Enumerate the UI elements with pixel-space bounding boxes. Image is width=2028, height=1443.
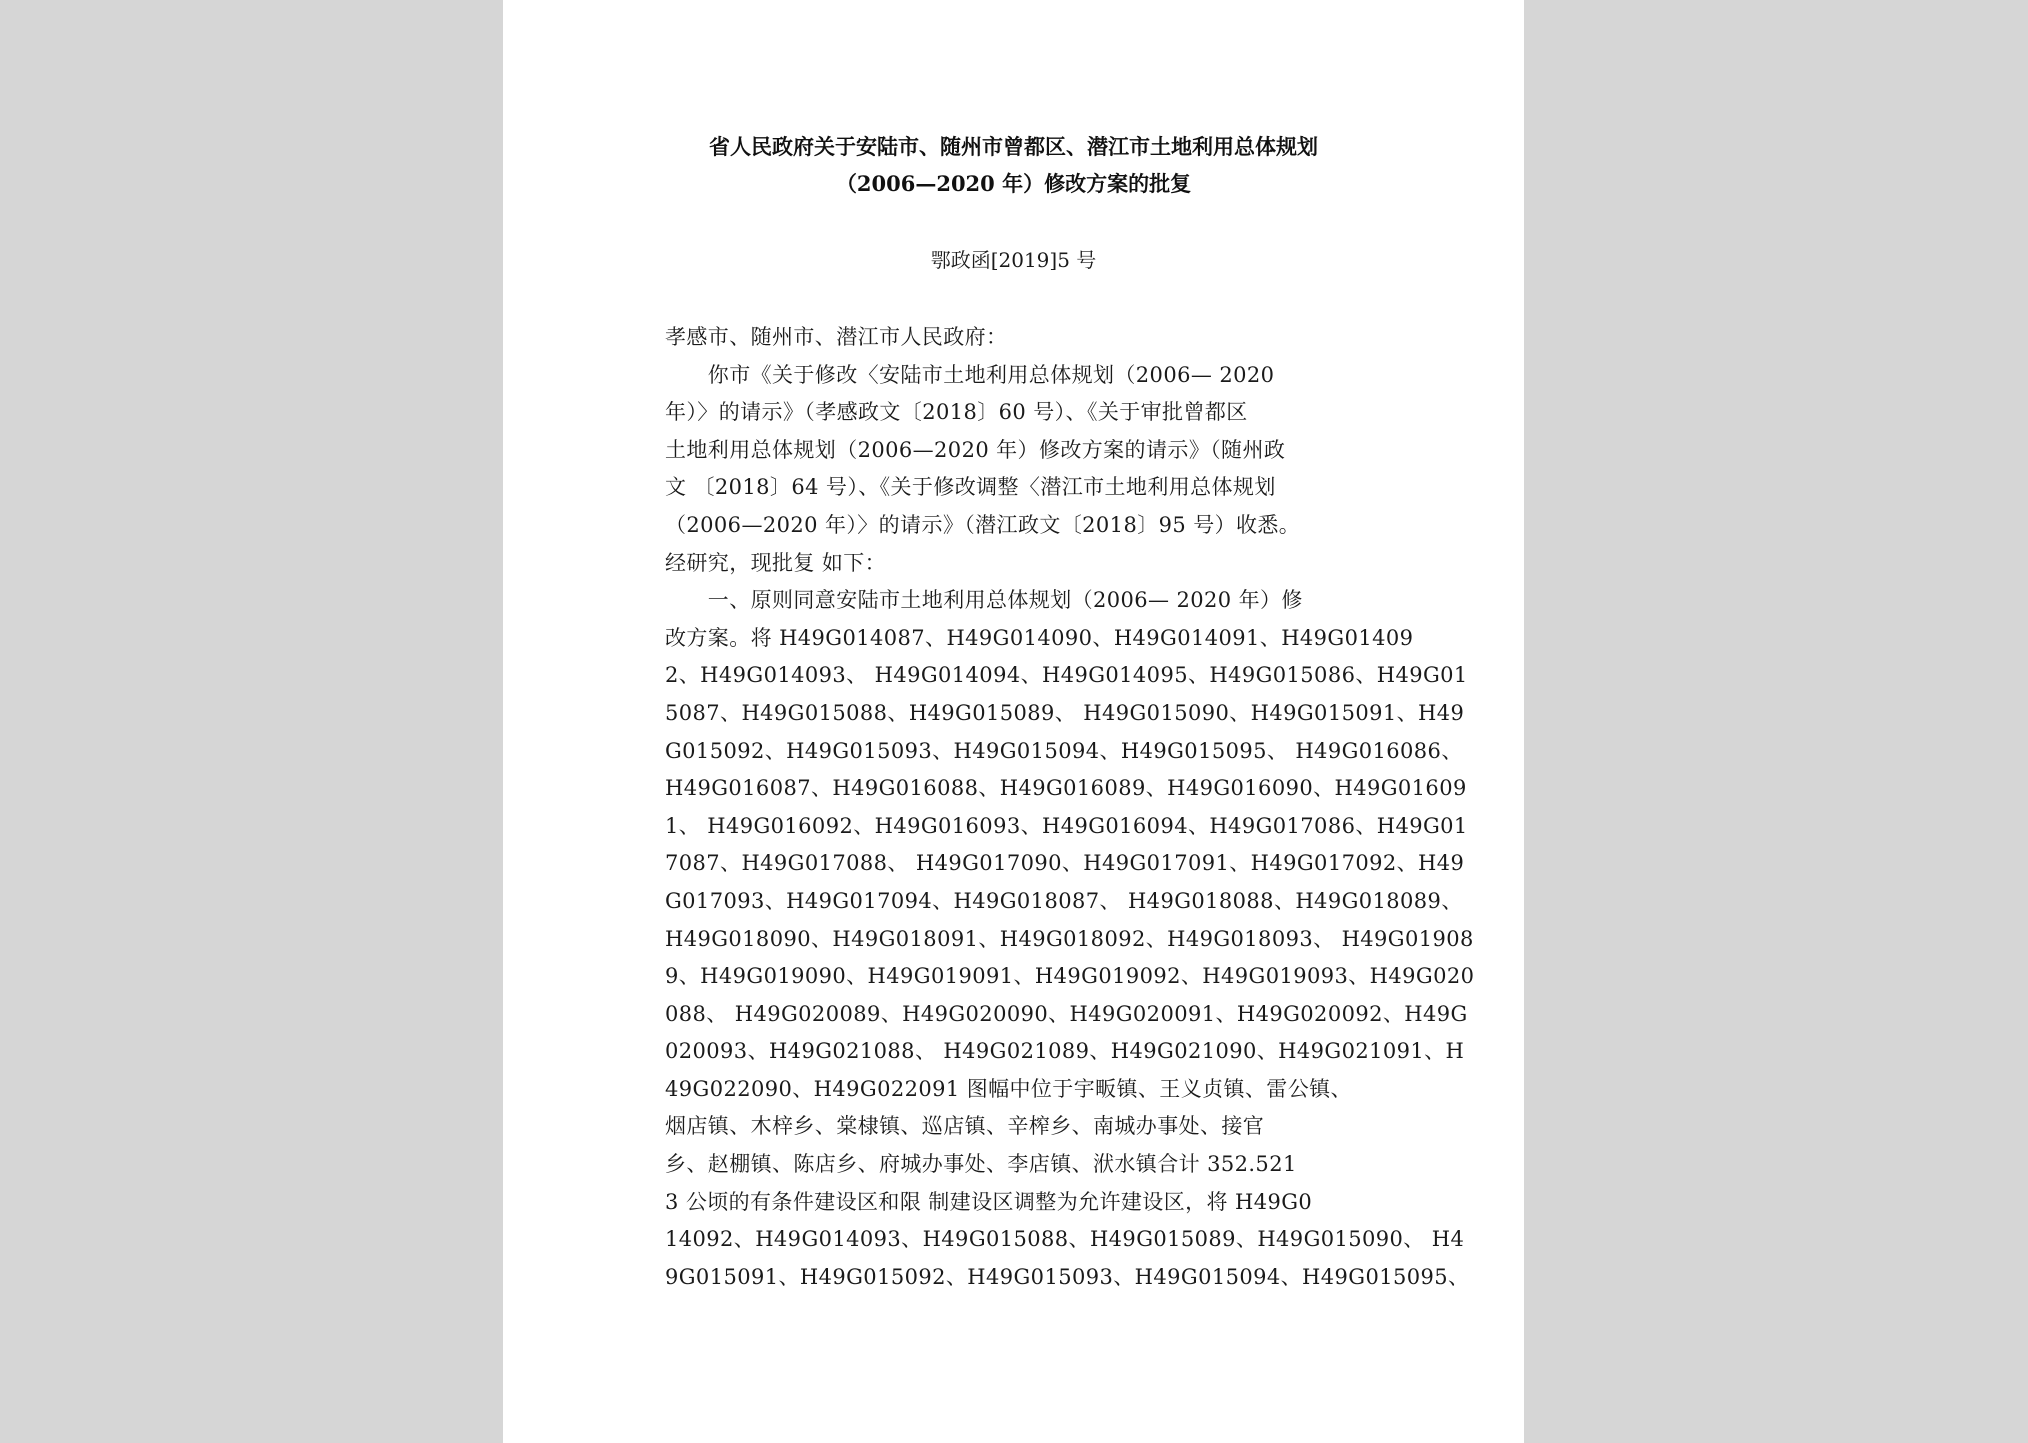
body-line: 088、 H49G020089、H49G020090、H49G020091、H49G020092、H49G xyxy=(665,1001,1468,1026)
title-line: （2006—2020 年）修改方案的批复 xyxy=(835,171,1192,196)
body-line: 3 公顷的有条件建设区和限 制建设区调整为允许建设区，将 H49G0 xyxy=(665,1189,1313,1214)
body-line: 经研究，现批复 如下： xyxy=(665,550,887,575)
body-line: （2006—2020 年）〉的请示》（潜江政文〔2018〕95 号）收悉。 xyxy=(665,512,1301,537)
document-title xyxy=(503,128,1524,202)
title-line: 省人民政府关于安陆市、随州市曾都区、潜江市土地利用总体规划 xyxy=(709,134,1318,159)
body-line: 改方案。将 H49G014087、H49G014090、H49G014091、H49G01409 xyxy=(665,625,1414,650)
body-line: 文 〔2018〕64 号）、《关于修改调整〈潜江市土地利用总体规划 xyxy=(665,475,1276,500)
body-line: 7087、H49G017088、 H49G017090、H49G017091、H49G017092、H49 xyxy=(665,851,1465,876)
body-line: 14092、H49G014093、H49G015088、H49G015089、H49G015090、 H4 xyxy=(665,1227,1465,1252)
body-line: 孝感市、随州市、潜江市人民政府： xyxy=(665,325,1008,349)
body-line: 年）〉的请示》（孝感政文〔2018〕60 号）、《关于审批曾都区 xyxy=(665,400,1248,425)
body-line: G017093、H49G017094、H49G018087、 H49G018088、H49G018089、 xyxy=(665,888,1463,913)
body-line: 1、 H49G016092、H49G016093、H49G016094、H49G017086、H49G01 xyxy=(665,813,1468,838)
body-line: 土地利用总体规划（2006—2020 年）修改方案的请示》（随州政 xyxy=(665,437,1286,462)
document-body xyxy=(665,319,1475,1296)
body-line: G015092、H49G015093、H49G015094、H49G015095、 H49G016086、 xyxy=(665,738,1463,763)
document-number: 鄂政函[2019]5 号 xyxy=(930,248,1097,272)
body-line: 9G015091、H49G015092、H49G015093、H49G015094、H49G015095、 xyxy=(665,1264,1470,1289)
body-line: 5087、H49G015088、H49G015089、 H49G015090、H49G015091、H49 xyxy=(665,700,1465,725)
body-line: 020093、H49G021088、 H49G021089、H49G021090、H49G021091、H xyxy=(665,1039,1465,1064)
body-line: H49G018090、H49G018091、H49G018092、H49G018093、 H49G01908 xyxy=(665,926,1474,951)
body-line: 2、H49G014093、 H49G014094、H49G014095、H49G015086、H49G01 xyxy=(665,663,1468,688)
document-page xyxy=(503,0,1524,1443)
body-line: 乡、赵棚镇、陈店乡、府城办事处、李店镇、洑水镇合计 352.521 xyxy=(665,1152,1297,1177)
body-line: H49G016087、H49G016088、H49G016089、H49G016090、H49G01609 xyxy=(665,776,1467,801)
body-line: 烟店镇、木梓乡、棠棣镇、巡店镇、辛榨乡、南城办事处、接官 xyxy=(665,1114,1265,1139)
body-line: 49G022090、H49G022091 图幅中位于宇畈镇、王义贞镇、雷公镇、 xyxy=(665,1076,1352,1101)
body-line: 你市《关于修改〈安陆市土地利用总体规划（2006— 2020 xyxy=(665,362,1275,387)
body-line: 9、H49G019090、H49G019091、H49G019092、H49G019093、H49G020 xyxy=(665,964,1475,989)
body-line: 一、原则同意安陆市土地利用总体规划（2006— 2020 年）修 xyxy=(665,588,1303,613)
